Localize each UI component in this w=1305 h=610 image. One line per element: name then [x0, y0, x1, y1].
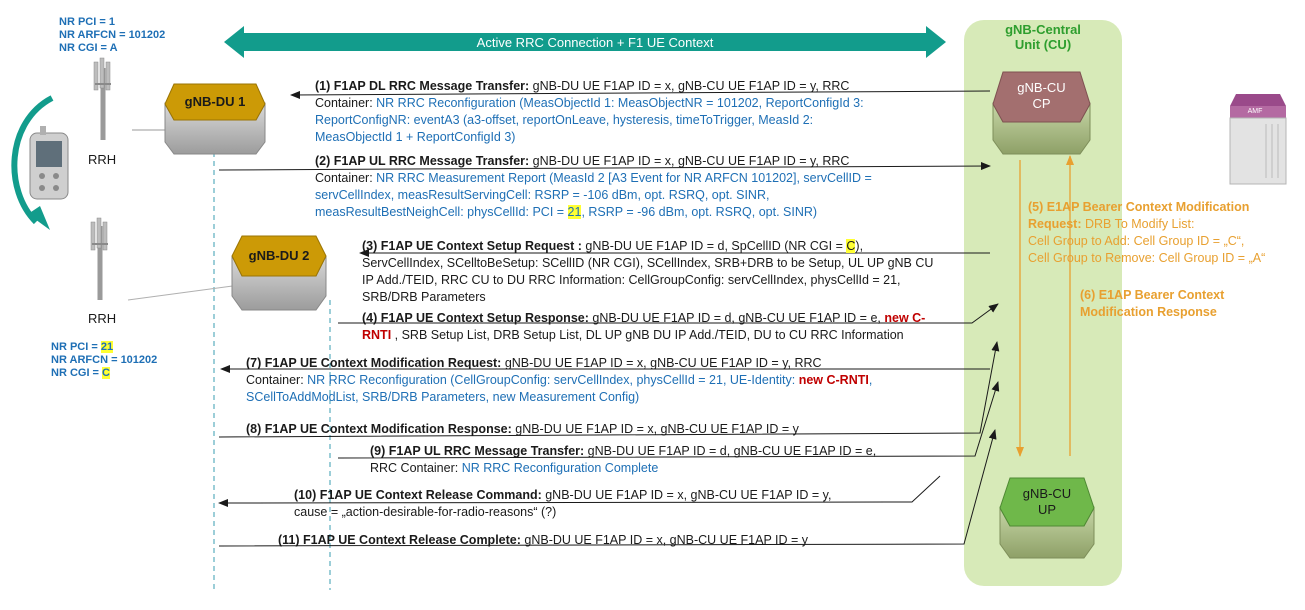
- msg3-cgi-value: C: [846, 239, 856, 253]
- msg7-title: (7) F1AP UE Context Modification Request:: [246, 356, 502, 370]
- msg9-line2b: NR RRC Reconfiguration Complete: [461, 461, 659, 475]
- msg9-line2a: RRC Container:: [370, 461, 462, 475]
- rrh2-tower-icon: [91, 218, 108, 300]
- msg5-line4: Cell Group to Remove: Cell Group ID = „A“: [1028, 251, 1266, 265]
- cu-title-line2: Unit (CU): [1014, 37, 1072, 52]
- cell1-arfcn: NR ARFCN = 101202: [59, 29, 166, 41]
- msg5-line2: DRB To Modify List:: [1081, 217, 1195, 231]
- cuup-label-line1: gNB-CU: [1022, 486, 1072, 501]
- msg4-crnti-a: new C-: [884, 311, 926, 325]
- msg2-line4a: measResultBestNeighCell: physCellId: PCI =: [315, 205, 568, 219]
- msg3-text: [362, 238, 933, 306]
- msg8-title: (8) F1AP UE Context Modification Response:: [246, 422, 512, 436]
- cell1-info: [59, 16, 165, 55]
- msg10-text: [294, 487, 831, 521]
- msg2-line3: servCellIndex, measResultServingCell: RSRP = -106 dBm, opt. RSRQ, opt. SINR,: [315, 188, 770, 202]
- cuup-label: [1000, 486, 1094, 518]
- msg2-line1: gNB-DU UE F1AP ID = x, gNB-CU UE F1AP ID = y, RRC: [529, 154, 850, 168]
- msg8-line1: gNB-DU UE F1AP ID = x, gNB-CU UE F1AP ID = y: [511, 422, 799, 436]
- cell2-arfcn: NR ARFCN = 101202: [51, 354, 158, 366]
- cell2-info: [51, 341, 157, 380]
- msg11-line1: gNB-DU UE F1AP ID = x, gNB-CU UE F1AP ID = y: [520, 533, 809, 547]
- msg7-crnti: new C-RNTI: [798, 373, 869, 387]
- msg7-line2c: ,: [868, 373, 873, 387]
- msg7-line1: gNB-DU UE F1AP ID = x, gNB-CU UE F1AP ID = y, RRC: [501, 356, 822, 370]
- msg4-line1: gNB-DU UE F1AP ID = d, gNB-CU UE F1AP ID = e,: [588, 311, 885, 325]
- msg4-crnti-b: RNTI: [362, 328, 392, 342]
- du1-label: gNB-DU 1: [184, 94, 246, 109]
- msg3-line4: SRB/DRB Parameters: [362, 290, 486, 304]
- msg1-line2a: Container:: [315, 96, 377, 110]
- cell2-pci-label: NR PCI =: [51, 341, 101, 353]
- msg10-title: (10) F1AP UE Context Release Command:: [294, 488, 542, 502]
- cu-title-line1: gNB-Central: [1005, 22, 1081, 37]
- msg3-title: (3) F1AP UE Context Setup Request :: [362, 239, 582, 253]
- msg7-line2a: Container:: [246, 373, 308, 387]
- msg1-line3: ReportConfigNR: eventA3 (a3-offset, reportOnLeave, hysteresis, timeToTrigger, MeasId 2:: [315, 113, 814, 127]
- ue-device-icon: [30, 126, 68, 199]
- msg11-title: (11) F1AP UE Context Release Complete:: [278, 533, 521, 547]
- rrh2-link: [128, 285, 240, 300]
- msg5-title1: (5) E1AP Bearer Context Modification: [1028, 200, 1250, 214]
- msg8-text: [246, 421, 799, 438]
- cucp-label: [993, 80, 1090, 112]
- cucp-label-line1: gNB-CU: [1017, 80, 1066, 95]
- msg1-line4: MeasObjectId 1 + ReportConfigId 3): [315, 130, 516, 144]
- rrh1-label: RRH: [88, 152, 117, 167]
- msg7-text: [246, 355, 872, 406]
- cell1-pci: NR PCI = 1: [59, 16, 115, 28]
- cell2-cgi-value: C: [102, 367, 110, 379]
- msg4-line2: , SRB Setup List, DRB Setup List, DL UP gNB DU IP Add./TEID, DU to CU RRC Information: [391, 328, 904, 342]
- msg9-title: (9) F1AP UL RRC Message Transfer:: [370, 444, 585, 458]
- msg11-text: [278, 532, 808, 549]
- banner-label: Active RRC Connection + F1 UE Context: [476, 35, 714, 50]
- cell2-pci-value: 21: [100, 341, 114, 353]
- msg2-title: (2) F1AP UL RRC Message Transfer:: [315, 154, 530, 168]
- rrh2-label: RRH: [88, 311, 117, 326]
- msg4-text: [362, 310, 925, 344]
- du2-label: gNB-DU 2: [248, 248, 310, 263]
- msg6-title1: (6) E1AP Bearer Context: [1080, 288, 1225, 302]
- msg5-title2: Request:: [1028, 217, 1082, 231]
- msg7-line2b: NR RRC Reconfiguration (CellGroupConfig: servCellIndex, physCellId = 21, UE-Identity:: [307, 373, 799, 387]
- cell2-cgi-label: NR CGI =: [51, 367, 103, 379]
- msg10-line1: gNB-DU UE F1AP ID = x, gNB-CU UE F1AP ID = y,: [541, 488, 832, 502]
- amf-label: AMF: [1247, 108, 1263, 115]
- msg3-line1a: gNB-DU UE F1AP ID = d, SpCellID (NR CGI =: [581, 239, 847, 253]
- msg1-title: (1) F1AP DL RRC Message Transfer:: [315, 79, 530, 93]
- msg3-line2: ServCellIndex, SCelltoBeSetup: SCellID (NR CGI), SCellIndex, SRB+DRB to be Setup, UL UP gNB CU: [362, 256, 934, 270]
- msg5-text: [1028, 199, 1265, 267]
- msg10-line2: cause = „action-desirable-for-radio-reasons“ (?): [294, 505, 557, 519]
- cell1-cgi: NR CGI = A: [59, 42, 118, 54]
- msg2-pci-value: 21: [567, 205, 582, 219]
- msg2-line2a: Container:: [315, 171, 377, 185]
- msg5-line3: Cell Group to Add: Cell Group ID = „C“,: [1028, 234, 1245, 248]
- cuup-label-line2: UP: [1037, 502, 1057, 517]
- msg2-line2b: NR RRC Measurement Report (MeasId 2 [A3 Event for NR ARFCN 101202], servCellID =: [376, 171, 872, 185]
- msg7-line3: SCellToAddModList, SRB/DRB Parameters, new Measurement Config): [246, 390, 640, 404]
- msg2-text: [315, 153, 872, 221]
- msg4-title: (4) F1AP UE Context Setup Response:: [362, 311, 589, 325]
- msg2-line4c: , RSRP = -96 dBm, opt. RSRQ, opt. SINR): [581, 205, 818, 219]
- msg6-title2: Modification Response: [1080, 305, 1217, 319]
- msg9-text: [370, 443, 876, 477]
- rrh1-tower-icon: [94, 58, 111, 140]
- cucp-label-line2: CP: [1032, 96, 1051, 111]
- msg1-line1: gNB-DU UE F1AP ID = x, gNB-CU UE F1AP ID = y, RRC: [529, 79, 850, 93]
- cu-title: [964, 22, 1122, 52]
- msg6-text: [1080, 287, 1224, 321]
- msg1-text: [315, 78, 864, 146]
- msg3-line3: IP Add./TEID, RRC CU to DU RRC Information: CellGroupConfig: servCellIndex, physCellId = 21,: [362, 273, 901, 287]
- msg3-line1c: ),: [855, 239, 864, 253]
- msg1-line2b: NR RRC Reconfiguration (MeasObjectId 1: MeasObjectNR = 101202, ReportConfigId 3:: [376, 96, 864, 110]
- msg9-line1: gNB-DU UE F1AP ID = d, gNB-CU UE F1AP ID = e,: [584, 444, 877, 458]
